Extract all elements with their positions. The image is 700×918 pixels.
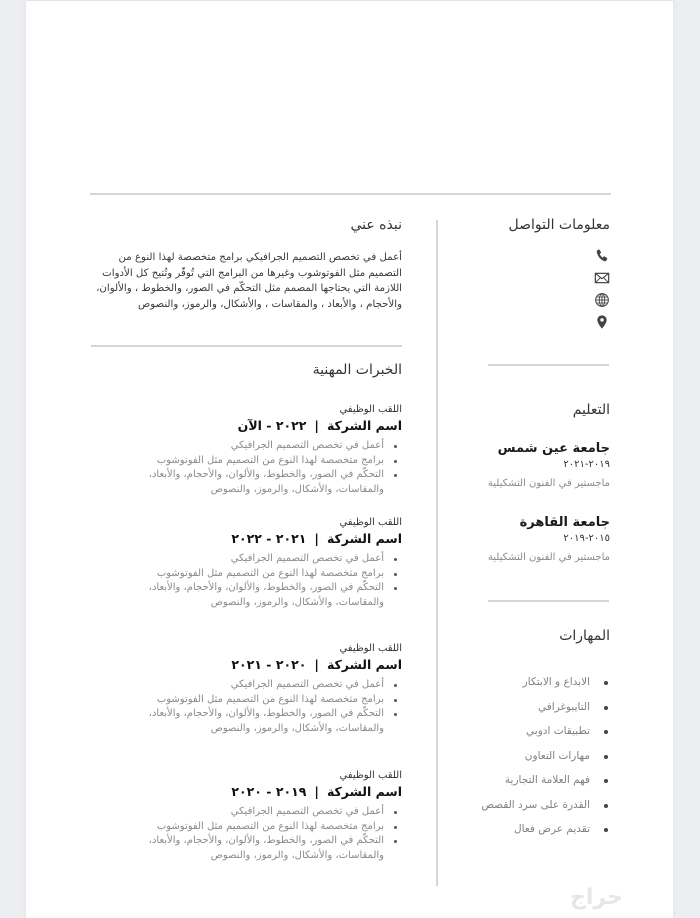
company-name: اسم الشركة: [326, 418, 402, 433]
job-bullet: التحكّم في الصور، والخطوط، والألوان، والأحجام، والأبعاد، والمقاسات، والأشكال، والرموز، والنصوص: [142, 834, 402, 863]
job-period: ٢٠٢٢ - الآن: [237, 418, 307, 433]
job-bullet: برامج متخصصة لهذا النوع من التصميم مثل الفوتوشوب: [142, 567, 402, 582]
job-heading: [142, 417, 402, 435]
job-bullet: أعمل في تخصص التصميم الجرافيكي: [142, 552, 402, 567]
separator: |: [314, 531, 319, 546]
about-divider: [91, 345, 402, 347]
skill-item: فهم العلامة التجارية: [432, 768, 612, 793]
job-bullets: [142, 805, 402, 863]
location-pin-icon: [594, 314, 610, 330]
globe-icon: [594, 292, 610, 308]
job-bullet: برامج متخصصة لهذا النوع من التصميم مثل الفوتوشوب: [142, 454, 402, 469]
job-period: ٢٠١٩ - ٢٠٢٠: [231, 784, 307, 799]
job-heading: [142, 656, 402, 674]
education-degree: ماجستير في الفنون التشكيلية: [487, 478, 610, 489]
company-name: اسم الشركة: [326, 657, 402, 672]
education-item: [430, 440, 610, 493]
skill-item: مهارات التعاون: [432, 744, 612, 769]
job-label: اللقب الوظيفي: [339, 643, 402, 654]
education-title: التعليم: [572, 402, 610, 418]
skill-item: تقديم عرض فعال: [432, 817, 612, 842]
job-period: ٢٠٢٠ - ٢٠٢١: [231, 657, 307, 672]
job-label: اللقب الوظيفي: [339, 770, 402, 781]
skill-item: القدرة على سرد القصص: [432, 793, 612, 818]
mail-icon: [594, 270, 610, 286]
job-heading: [142, 783, 402, 801]
separator: |: [314, 784, 319, 799]
job-bullet: برامج متخصصة لهذا النوع من التصميم مثل الفوتوشوب: [142, 693, 402, 708]
education-school: جامعة القاهرة: [519, 515, 610, 530]
job-heading: [142, 530, 402, 548]
contact-title: معلومات التواصل: [508, 217, 610, 233]
job-entry: [142, 403, 402, 497]
job-entry: [142, 516, 402, 610]
job-bullet: التحكّم في الصور، والخطوط، والألوان، والأحجام، والأبعاد، والمقاسات، والأشكال، والرموز، والنصوص: [142, 707, 402, 736]
education-years: ٢٠١٩-٢٠٢١: [563, 459, 610, 470]
skill-item: تطبيقات ادوبي: [432, 719, 612, 744]
company-name: اسم الشركة: [326, 784, 402, 799]
about-title: نبذه عني: [350, 217, 402, 233]
job-bullets: [142, 552, 402, 610]
contact-divider: [488, 364, 609, 366]
top-divider: [90, 193, 611, 195]
job-label: اللقب الوظيفي: [339, 404, 402, 415]
job-bullets: [142, 678, 402, 736]
separator: |: [314, 418, 319, 433]
skills-title: المهارات: [559, 628, 610, 644]
job-bullet: التحكّم في الصور، والخطوط، والألوان، والأحجام، والأبعاد، والمقاسات، والأشكال، والرموز، والنصوص: [142, 581, 402, 610]
education-degree: ماجستير في الفنون التشكيلية: [487, 552, 610, 563]
education-item: [430, 514, 610, 567]
job-bullet: أعمل في تخصص التصميم الجرافيكي: [142, 439, 402, 454]
experience-title: الخبرات المهنية: [312, 362, 402, 378]
separator: |: [314, 657, 319, 672]
skill-item: الابداع و الابتكار: [432, 670, 612, 695]
skills-list: [432, 670, 612, 842]
job-period: ٢٠٢١ - ٢٠٢٢: [231, 531, 307, 546]
education-years: ٢٠١٥-٢٠١٩: [563, 533, 610, 544]
about-text: أعمل في تخصص التصميم الجرافيكي برامج متخصصة لهذا النوع من التصميم مثل الفوتوشوب وغيرها من البرامج التي تُوفّر وتُتيح كل الأدوات اللازمة التي يحتاجها المصمم مثل التحكّم في الصور، والخطوط ، والألوان، والأحجام ، والأبعاد ، والمقاسات ، والأشكال، والرموز، والنصوص: [96, 252, 402, 310]
job-bullet: أعمل في تخصص التصميم الجرافيكي: [142, 678, 402, 693]
phone-icon: [594, 248, 610, 264]
job-bullets: [142, 439, 402, 497]
company-name: اسم الشركة: [326, 531, 402, 546]
watermark-logo: حراج: [570, 885, 623, 910]
job-entry: [142, 769, 402, 863]
education-divider: [488, 600, 609, 602]
job-label: اللقب الوظيفي: [339, 517, 402, 528]
job-bullet: برامج متخصصة لهذا النوع من التصميم مثل الفوتوشوب: [142, 820, 402, 835]
skill-item: التايبوغرافي: [432, 695, 612, 720]
job-bullet: التحكّم في الصور، والخطوط، والألوان، والأحجام، والأبعاد، والمقاسات، والأشكال، والرموز، والنصوص: [142, 468, 402, 497]
contact-icons: [590, 248, 610, 336]
education-school: جامعة عين شمس: [497, 441, 610, 456]
job-entry: [142, 642, 402, 736]
job-bullet: أعمل في تخصص التصميم الجرافيكي: [142, 805, 402, 820]
